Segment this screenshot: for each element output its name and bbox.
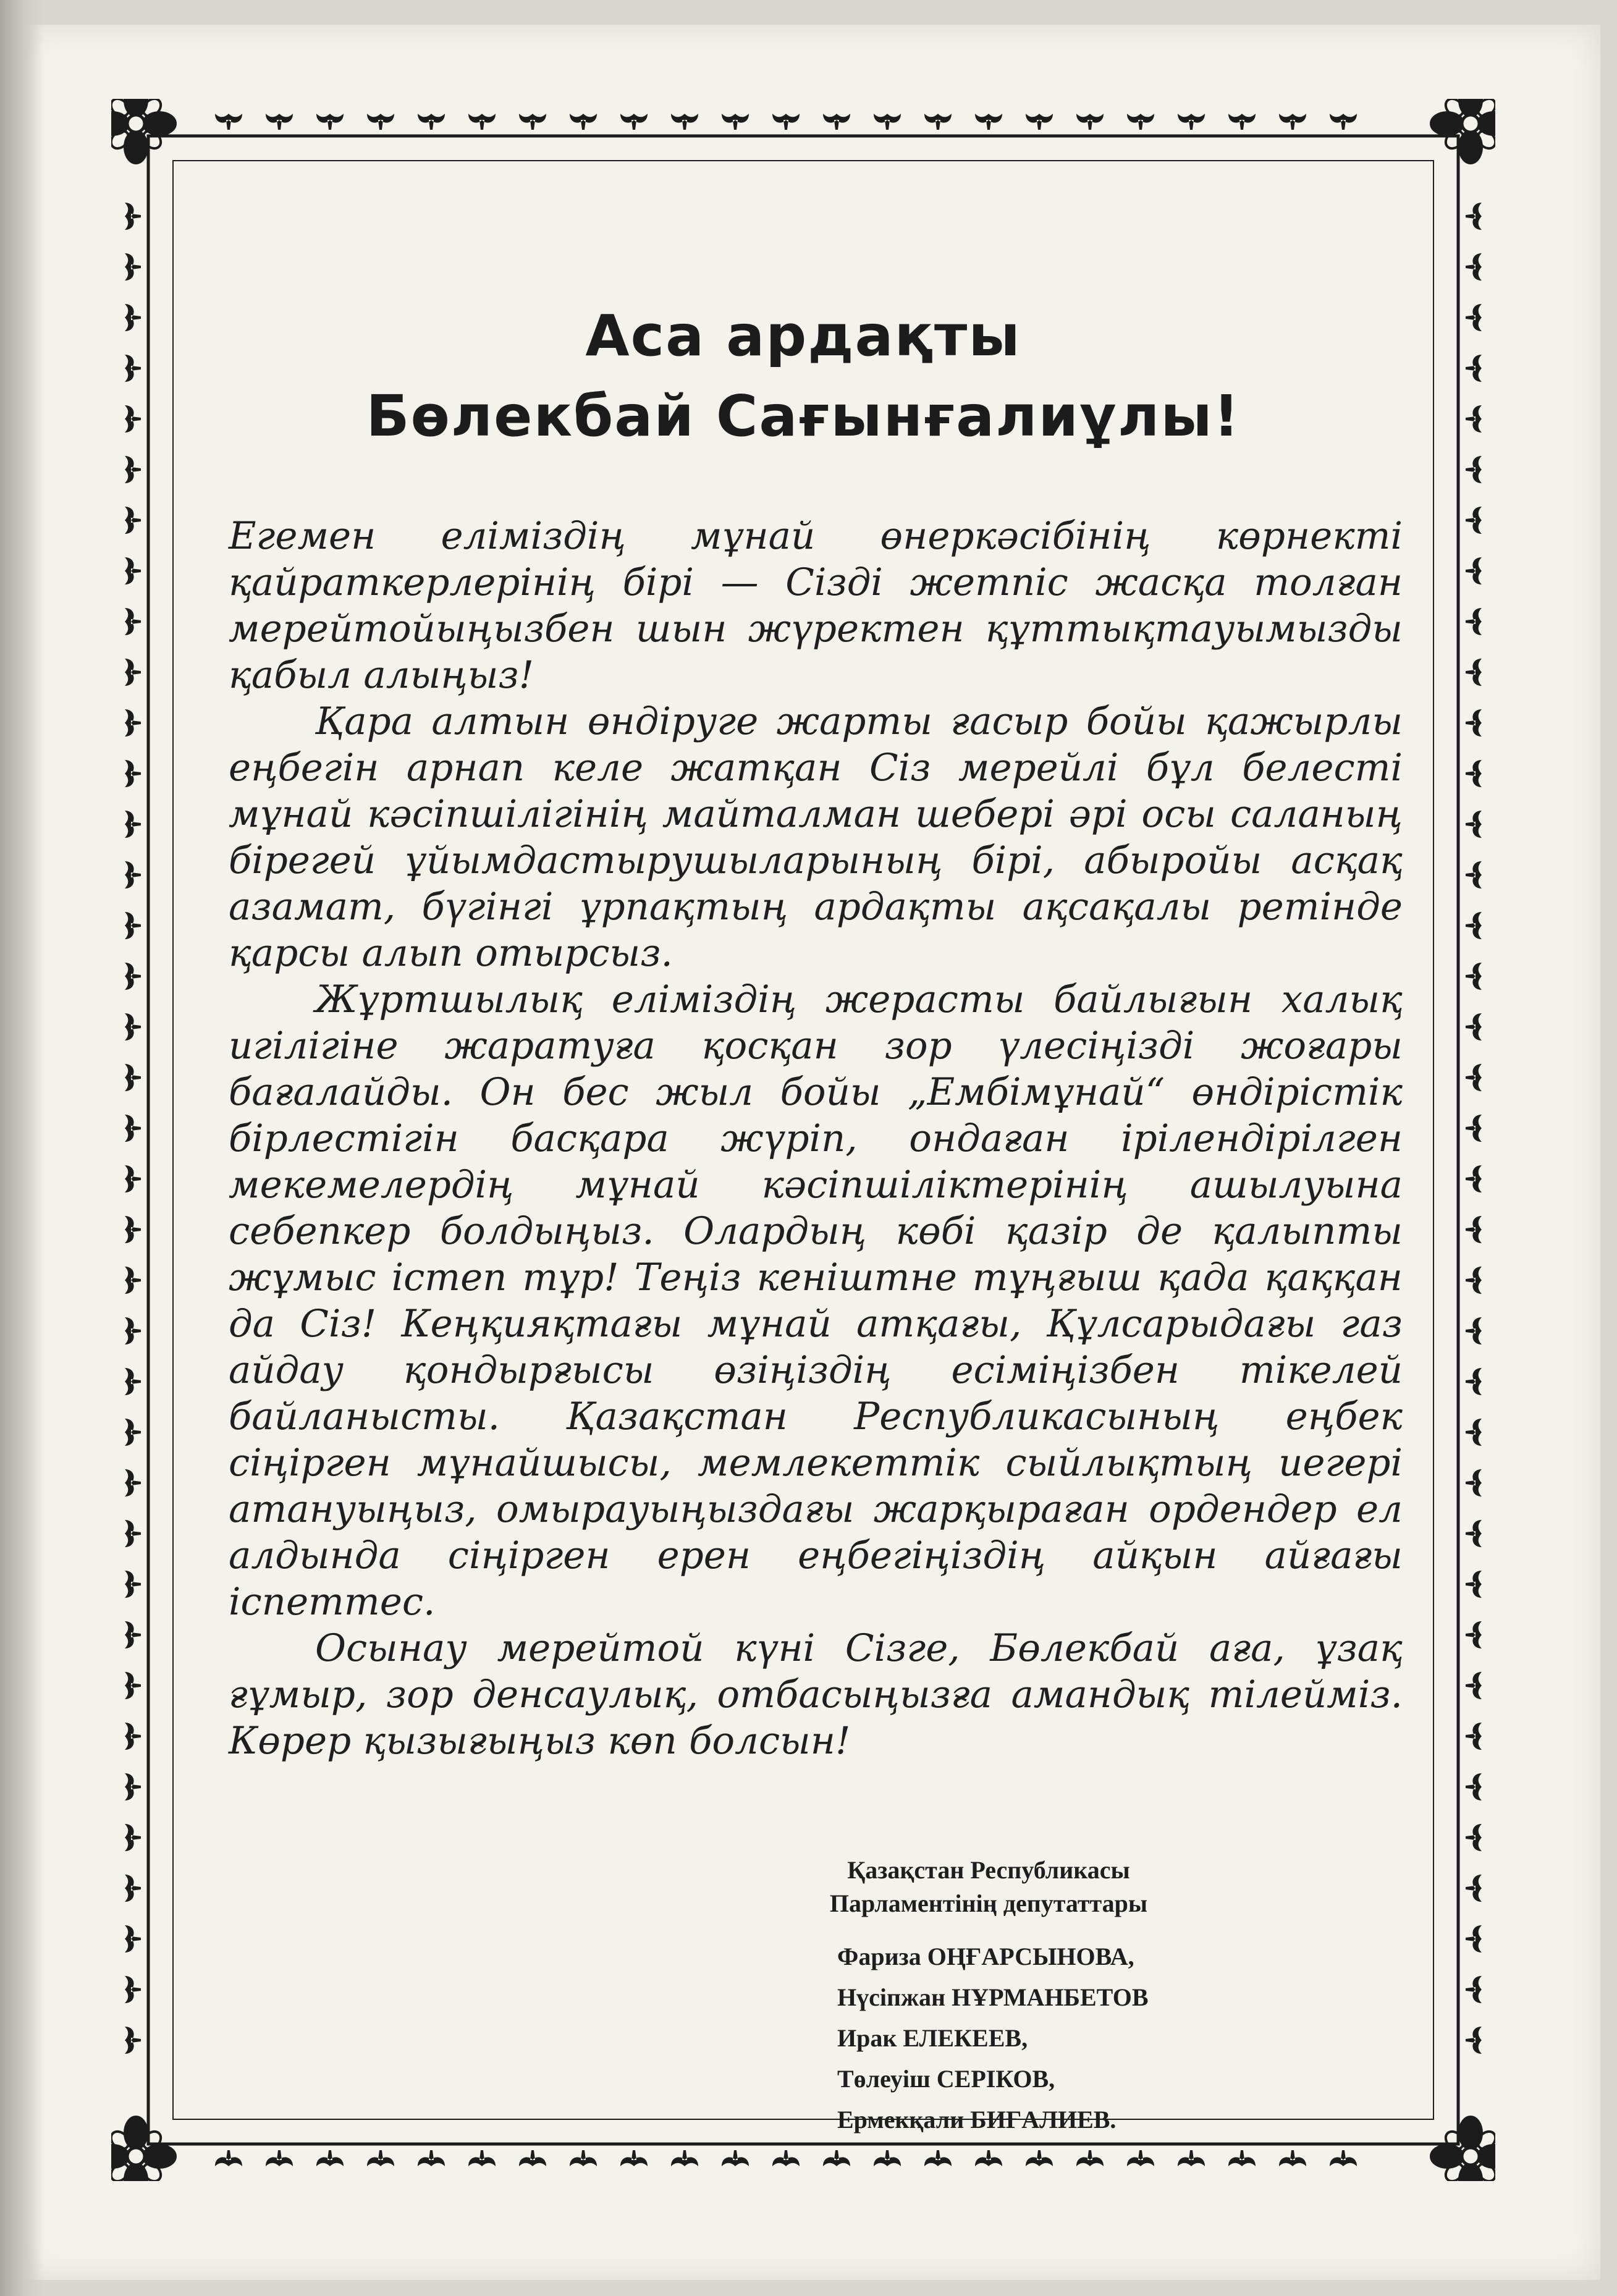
horn-ornament-icon — [1466, 709, 1482, 736]
horn-ornament-icon — [125, 1216, 141, 1243]
horn-ornament-icon — [1466, 1115, 1482, 1142]
horn-ornament-icon — [1466, 811, 1482, 838]
horn-ornament-icon — [1466, 1267, 1482, 1294]
signatory-name: Ермекқали БИҒАЛИЕВ. — [837, 2106, 1117, 2134]
horn-ornament-icon — [125, 456, 141, 483]
horn-ornament-icon — [125, 2027, 141, 2054]
horn-ornament-icon — [1466, 659, 1482, 686]
horn-ornament-icon — [823, 114, 850, 130]
horn-ornament-icon — [570, 2150, 597, 2166]
horn-ornament-icon — [1466, 203, 1482, 230]
horn-ornament-icon — [1466, 253, 1482, 281]
corner-rosette-icon — [1431, 99, 1495, 163]
horn-ornament-icon — [1466, 760, 1482, 787]
horn-ornament-icon — [1466, 1064, 1482, 1091]
horn-ornament-icon — [1466, 1013, 1482, 1040]
signatory-name: Фариза ОҢҒАРСЫНОВА, — [837, 1943, 1134, 1970]
horn-ornament-icon — [874, 114, 901, 130]
horn-ornament-icon — [1466, 1317, 1482, 1344]
horn-ornament-icon — [125, 1419, 141, 1446]
horn-ornament-icon — [125, 1925, 141, 1952]
horn-ornament-icon — [1466, 1165, 1482, 1192]
horn-ornament-icon — [266, 2150, 293, 2166]
horn-ornament-icon — [125, 1621, 141, 1648]
horn-ornament-icon — [671, 114, 698, 130]
corner-rosette-icon — [111, 99, 175, 163]
horn-ornament-icon — [125, 1875, 141, 1902]
horn-ornament-icon — [125, 507, 141, 534]
horn-ornament-icon — [519, 2150, 546, 2166]
horn-ornament-icon — [671, 2150, 698, 2166]
horn-ornament-icon — [1466, 1824, 1482, 1851]
paragraph-3: Жұртшылық еліміздің жерасты байлығын халық игілігіне жаратуға қосқан зор үлесіңізді жоғары бағалайды. Он бес жыл бойы „Ембімұнай“ өндірістік бірлестігін басқара жүріп, ондаған ірілендірілген мекемелердің мұнай кәсіпшіліктерінің ашылуына себепкер болдыңыз. Олардың көбі қазір де қалыпты жұмыс істеп тұр! Теңіз кеніштне тұңғыш қада қаққан да Сіз! Кеңқияқтағы мұнай атқағы, Құлсарыдағы газ айдау қондырғысы өзіңіздің есіміңізбен тікелей байланысты. Қазақстан Республикасының еңбек сіңірген мұнайшысы, мемлекеттік сыйлықтың иегері атануыңыз, омырауыңыздағы жарқыраған ордендер ел алдында сіңірген ерен еңбегіңіздің айқын айғағы іспеттес. — [229, 977, 1403, 1624]
horn-ornament-icon — [1127, 2150, 1154, 2166]
horn-ornament-icon — [1466, 557, 1482, 585]
horn-ornament-icon — [125, 608, 141, 635]
horn-ornament-icon — [1466, 912, 1482, 939]
horn-ornament-icon — [1466, 1976, 1482, 2003]
horn-ornament-icon — [1466, 861, 1482, 888]
horn-ornament-icon — [1466, 608, 1482, 635]
horn-ornament-icon — [1466, 963, 1482, 990]
horn-ornament-icon — [1127, 114, 1154, 130]
paragraph-4: Осынау мерейтой күні Сізге, Бөлекбай аға, ұзақ ғұмыр, зор денсаулық, отбасыңызға амандық тілейміз. Көрер қызығыңыз көп болсын! — [229, 1626, 1403, 1763]
horn-ornament-icon — [1330, 114, 1357, 130]
horn-ornament-icon — [316, 2150, 344, 2166]
horn-ornament-icon — [722, 2150, 749, 2166]
horn-ornament-icon — [722, 114, 749, 130]
horn-ornament-icon — [1466, 1520, 1482, 1547]
heading-line-2: Бөлекбай Сағынғалиұлы! — [366, 383, 1241, 449]
horn-ornament-icon — [125, 1469, 141, 1496]
horn-ornament-icon — [125, 203, 141, 230]
horn-ornament-icon — [125, 1368, 141, 1395]
horn-ornament-icon — [367, 2150, 394, 2166]
horn-ornament-icon — [620, 2150, 648, 2166]
horn-ornament-icon — [125, 1064, 141, 1091]
paragraph-2: Қара алтын өндіруге жарты ғасыр бойы қажырлы еңбегін арнап келе жатқан Сіз мерейлі бұл белесті мұнай кәсіпшілігінің майталман шебері әрі осы саланың бірегей ұйымдастырушыларының бірі, абыройы асқақ азамат, бүгінгі ұрпақтың ардақты ақсақалы ретінде қарсы алып отырсыз. — [229, 699, 1403, 975]
horn-ornament-icon — [125, 912, 141, 939]
signatory-name: Ирак ЕЛЕКЕЕВ, — [837, 2024, 1028, 2052]
heading-line-1: Аса ардақты — [585, 303, 1021, 369]
horn-ornament-icon — [125, 1824, 141, 1851]
horn-ornament-icon — [1026, 114, 1053, 130]
horn-ornament-icon — [1466, 1875, 1482, 1902]
horn-ornament-icon — [874, 2150, 901, 2166]
horn-ornament-icon — [418, 2150, 445, 2166]
horn-ornament-icon — [316, 114, 344, 130]
horn-ornament-icon — [125, 1571, 141, 1598]
horn-ornament-icon — [1466, 1571, 1482, 1598]
horn-ornament-icon — [125, 861, 141, 888]
horn-ornament-icon — [125, 659, 141, 686]
horn-ornament-icon — [772, 114, 800, 130]
signature-names — [837, 1940, 1149, 2144]
horn-ornament-icon — [1466, 1773, 1482, 1800]
organization-line-2: Парламентінің депутаттары — [829, 1889, 1148, 1917]
horn-ornament-icon — [125, 1672, 141, 1699]
horn-ornament-icon — [975, 114, 1002, 130]
horn-ornament-icon — [1466, 1368, 1482, 1395]
horn-ornament-icon — [1228, 114, 1256, 130]
horn-ornament-icon — [924, 114, 952, 130]
corner-rosette-icon — [1431, 2117, 1495, 2181]
horn-ornament-icon — [125, 253, 141, 281]
horn-ornament-icon — [125, 1317, 141, 1344]
horn-ornament-icon — [620, 114, 648, 130]
horn-ornament-icon — [215, 2150, 242, 2166]
horn-ornament-icon — [1026, 2150, 1053, 2166]
horn-ornament-icon — [1466, 507, 1482, 534]
horn-ornament-icon — [418, 114, 445, 130]
horn-ornament-icon — [1178, 2150, 1205, 2166]
horn-ornament-icon — [367, 114, 394, 130]
horn-ornament-icon — [125, 1115, 141, 1142]
horn-ornament-icon — [1279, 114, 1306, 130]
horn-ornament-icon — [1466, 1216, 1482, 1243]
horn-ornament-icon — [125, 963, 141, 990]
horn-ornament-icon — [772, 2150, 800, 2166]
horn-ornament-icon — [125, 1165, 141, 1192]
horn-ornament-icon — [1228, 2150, 1256, 2166]
horn-ornament-icon — [1466, 456, 1482, 483]
horn-ornament-icon — [125, 760, 141, 787]
horn-ornament-icon — [1466, 1621, 1482, 1648]
horn-ornament-icon — [125, 1520, 141, 1547]
horn-ornament-icon — [975, 2150, 1002, 2166]
horn-ornament-icon — [125, 1976, 141, 2003]
horn-ornament-icon — [215, 114, 242, 130]
horn-ornament-icon — [266, 114, 293, 130]
horn-ornament-icon — [468, 114, 496, 130]
horn-ornament-icon — [1466, 1925, 1482, 1952]
horn-ornament-icon — [1466, 1672, 1482, 1699]
page-fold-shadow — [0, 0, 43, 2296]
signature-organization — [797, 1854, 1180, 1920]
horn-ornament-icon — [1076, 2150, 1104, 2166]
horn-ornament-icon — [125, 557, 141, 585]
signatory-name: Төлеуіш СЕРІКОВ, — [837, 2065, 1055, 2093]
horn-ornament-icon — [1330, 2150, 1357, 2166]
horn-ornament-icon — [1466, 1723, 1482, 1750]
corner-rosette-icon — [111, 2117, 175, 2181]
horn-ornament-icon — [1466, 2027, 1482, 2054]
horn-ornament-icon — [1466, 1469, 1482, 1496]
letter-body — [229, 513, 1403, 1764]
horn-ornament-icon — [468, 2150, 496, 2166]
horn-ornament-icon — [1076, 114, 1104, 130]
horn-ornament-icon — [1279, 2150, 1306, 2166]
horn-ornament-icon — [125, 1723, 141, 1750]
horn-ornament-icon — [823, 2150, 850, 2166]
horn-ornament-icon — [1178, 114, 1205, 130]
horn-ornament-icon — [924, 2150, 952, 2166]
horn-ornament-icon — [125, 709, 141, 736]
paragraph-1: Егемен еліміздің мұнай өнеркәсібінің көрнекті қайраткерлерінің бірі — Сізді жетпіс жасқа толған мерейтойыңызбен шын жүректен құттықтауымызды қабыл алыңыз! — [229, 514, 1403, 697]
horn-ornament-icon — [125, 1267, 141, 1294]
horn-ornament-icon — [125, 1013, 141, 1040]
horn-ornament-icon — [570, 114, 597, 130]
horn-ornament-icon — [519, 114, 546, 130]
horn-ornament-icon — [125, 811, 141, 838]
horn-ornament-icon — [1466, 1419, 1482, 1446]
horn-ornament-icon — [125, 1773, 141, 1800]
organization-line-1: Қазақстан Республикасы — [847, 1856, 1130, 1884]
signatory-name: Нүсіпжан НҰРМАНБЕТОВ — [837, 1983, 1149, 2011]
